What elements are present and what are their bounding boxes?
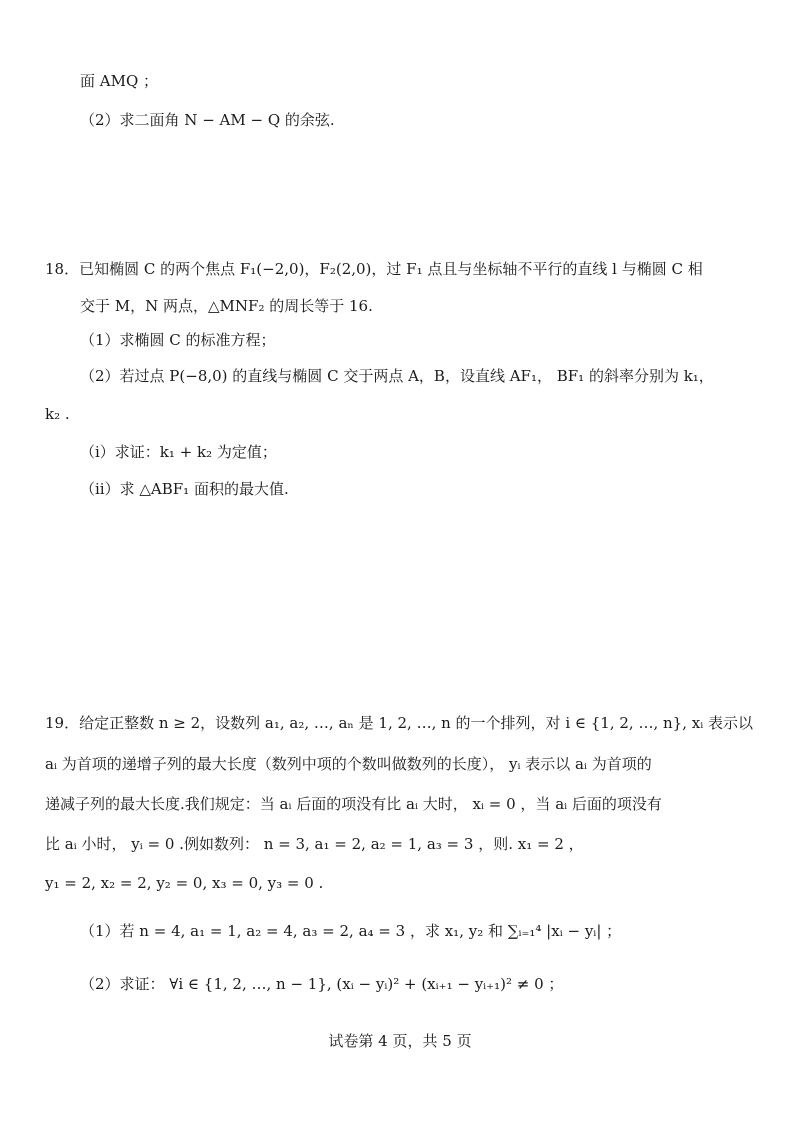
q19-line-2: aᵢ 为首项的递增子列的最大长度（数列中项的个数叫做数列的长度）， yᵢ 表示以 aᵢ 为首项的	[45, 755, 652, 773]
q18-part-2: （2）若过点 P(−8,0) 的直线与椭圆 C 交于两点 A，B，设直线 AF₁， BF₁ 的斜率分别为 k₁，	[80, 367, 714, 385]
page-footer: 试卷第 4 页，共 5 页	[328, 1032, 472, 1050]
q18-line-1: 18．已知椭圆 C 的两个焦点 F₁(−2,0)，F₂(2,0)，过 F₁ 点且与坐标轴不平行的直线 l 与椭圆 C 相	[45, 260, 703, 278]
q18-sub-i: （i）求证：k₁ + k₂ 为定值；	[80, 443, 277, 461]
q19-line-5: y₁ = 2, x₂ = 2, y₂ = 0, x₃ = 0, y₃ = 0 .	[45, 874, 324, 892]
q19-line-1: 19．给定正整数 n ≥ 2，设数列 a₁, a₂, …, aₙ 是 1, 2, …, n 的一个排列，对 i ∈ {1, 2, …, n}, xᵢ 表示以	[45, 714, 753, 732]
q18-part-2-cont: k₂ .	[45, 405, 70, 423]
q18-line-2: 交于 M，N 两点，△MNF₂ 的周长等于 16.	[80, 297, 373, 315]
q18-sub-ii: （ii）求 △ABF₁ 面积的最大值.	[80, 480, 289, 498]
q19-part-2: （2）求证： ∀i ∈ {1, 2, …, n − 1}, (xᵢ − yᵢ)² + (xᵢ₊₁ − yᵢ₊₁)² ≠ 0 ；	[80, 975, 564, 993]
q19-part-1: （1）若 n = 4, a₁ = 1, a₂ = 4, a₃ = 2, a₄ = 3 ，求 x₁, y₂ 和 ∑ᵢ₌₁⁴ |xᵢ − yᵢ| ；	[80, 922, 622, 940]
q19-line-3: 递减子列的最大长度.我们规定：当 aᵢ 后面的项没有比 aᵢ 大时， xᵢ = 0 ，当 aᵢ 后面的项没有	[45, 795, 662, 813]
q19-line-4: 比 aᵢ 小时， yᵢ = 0 .例如数列： n = 3, a₁ = 2, a₂ = 1, a₃ = 3 ，则. x₁ = 2 ，	[45, 835, 584, 853]
q18-part-1: （1）求椭圆 C 的标准方程；	[80, 331, 276, 349]
q17-line-1: 面 AMQ ；	[80, 72, 159, 90]
q17-part-2: （2）求二面角 N − AM − Q 的余弦.	[80, 111, 335, 129]
